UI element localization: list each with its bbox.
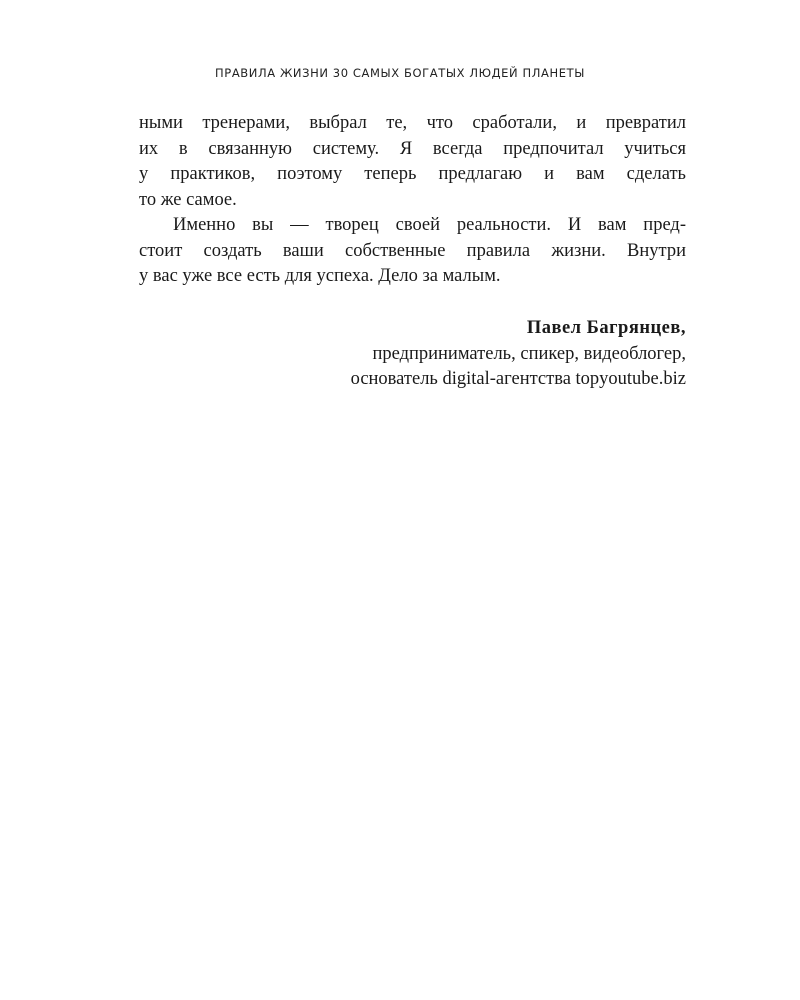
body-text — [139, 111, 686, 290]
text-line: у вас уже все есть для успеха. Дело за малым. — [139, 266, 501, 286]
text-line: Именно вы — творец своей реальности. И вам пред- — [173, 215, 686, 235]
author-role-line: основатель digital-агентства topyoutube.biz — [350, 369, 686, 389]
text-line: стоит создать ваши собственные правила жизни. Внутри — [139, 240, 686, 261]
text-line: ными тренерами, выбрал те, что сработали, и превратил — [139, 113, 686, 133]
paragraph-2 — [139, 213, 686, 290]
text-line: у практиков, поэтому теперь предлагаю и вам сделать — [139, 164, 686, 184]
text-line: их в связанную систему. Я всегда предпочитал учиться — [139, 138, 686, 159]
author-role-line: предприниматель, спикер, видеоблогер, — [372, 343, 686, 364]
author-name: Павел Багрянцев, — [526, 318, 686, 338]
signature-block — [139, 316, 686, 393]
text-line: то же самое. — [139, 189, 237, 210]
paragraph-1 — [139, 111, 686, 213]
running-head: ПРАВИЛА ЖИЗНИ 30 САМЫХ БОГАТЫХ ЛЮДЕЙ ПЛАНЕТЫ — [215, 66, 585, 80]
